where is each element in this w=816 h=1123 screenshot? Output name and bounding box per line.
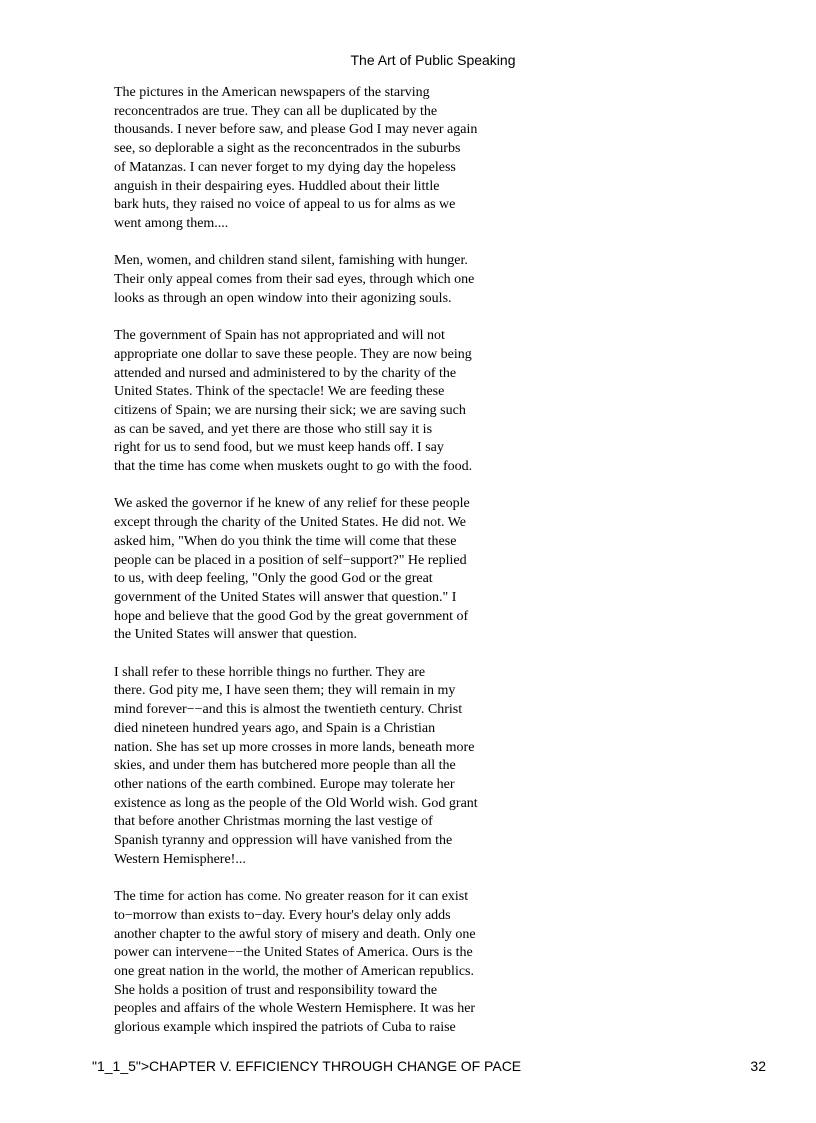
text-line: She holds a position of trust and responsibility toward the [114, 982, 438, 998]
text-line: United States. Think of the spectacle! We are feeding these [114, 384, 445, 400]
text-line: The time for action has come. No greater reason for it can exist [114, 889, 469, 905]
text-line: thousands. I never before saw, and please God I may never again [114, 122, 478, 138]
body-text [114, 84, 534, 1056]
text-line: appropriate one dollar to save these people. They are now being [114, 346, 472, 362]
text-line: that the time has come when muskets ought to go with the food. [114, 459, 473, 475]
text-line: except through the charity of the United States. He did not. We [114, 515, 467, 531]
paragraph [114, 664, 534, 870]
text-line: one great nation in the world, the mother of American republics. [114, 963, 475, 979]
text-line: Western Hemisphere!... [114, 851, 246, 867]
text-line: asked him, "When do you think the time will come that these [114, 533, 457, 549]
text-line: existence as long as the people of the Old World wish. God grant [114, 795, 478, 811]
text-line: citizens of Spain; we are nursing their sick; we are saving such [114, 402, 466, 418]
text-line: glorious example which inspired the patriots of Cuba to raise [114, 1020, 456, 1036]
text-line: attended and nursed and administered to by the charity of the [114, 365, 457, 381]
text-line: The pictures in the American newspapers of the starving [114, 85, 430, 100]
text-line: see, so deplorable a sight as the reconcentrados in the suburbs [114, 141, 461, 157]
text-line: to−morrow than exists to−day. Every hour's delay only adds [114, 907, 451, 923]
text-line: mind forever−−and this is almost the twentieth century. Christ [114, 702, 463, 718]
text-line: looks as through an open window into their agonizing souls. [114, 290, 452, 306]
text-line: other nations of the earth combined. Europe may tolerate her [114, 776, 455, 792]
text-line: I shall refer to these horrible things no further. They are [114, 664, 426, 680]
text-line: right for us to send food, but we must keep hands off. I say [114, 440, 444, 456]
paragraph [114, 327, 534, 477]
text-line: died nineteen hundred years ago, and Spain is a Christian [114, 720, 436, 736]
text-line: reconcentrados are true. They can all be duplicated by the [114, 103, 438, 119]
text-line: skies, and under them has butchered more people than all the [114, 758, 456, 774]
text-line: there. God pity me, I have seen them; they will remain in my [114, 683, 456, 699]
text-line: government of the United States will answer that question." I [114, 589, 457, 605]
text-line: as can be saved, and yet there are those who still say it is [114, 421, 433, 437]
text-line: people can be placed in a position of self−support?" He replied [114, 552, 467, 568]
text-line: another chapter to the awful story of misery and death. Only one [114, 926, 476, 942]
text-line: to us, with deep feeling, "Only the good God or the great [114, 571, 433, 587]
page-number: 32 [750, 1058, 766, 1074]
text-line: the United States will answer that question. [114, 627, 358, 643]
paragraph [114, 888, 534, 1038]
page-header [0, 52, 816, 68]
paragraph [114, 495, 534, 645]
text-line: that before another Christmas morning the last vestige of [114, 814, 433, 830]
text-line: of Matanzas. I can never forget to my dying day the hopeless [114, 159, 456, 175]
page-title: The Art of Public Speaking [350, 52, 516, 68]
text-line: Men, women, and children stand silent, famishing with hunger. [114, 253, 468, 269]
text-line: Spanish tyranny and oppression will have vanished from the [114, 833, 453, 849]
text-line: peoples and affairs of the whole Western Hemisphere. It was her [114, 1001, 476, 1017]
text-line: went among them.... [114, 215, 229, 231]
chapter-title: "1_1_5">CHAPTER V. EFFICIENCY THROUGH CHANGE OF PACE [92, 1058, 522, 1074]
text-line: bark huts, they raised no voice of appeal to us for alms as we [114, 197, 456, 213]
text-line: nation. She has set up more crosses in more lands, beneath more [114, 739, 475, 755]
paragraph [114, 84, 534, 234]
text-line: We asked the governor if he knew of any relief for these people [114, 496, 470, 512]
text-line: Their only appeal comes from their sad eyes, through which one [114, 272, 475, 288]
text-line: hope and believe that the good God by the great government of [114, 608, 469, 624]
text-line: power can intervene−−the United States of America. Ours is the [114, 945, 473, 961]
paragraph [114, 252, 534, 308]
page-footer [92, 1058, 766, 1076]
text-line: The government of Spain has not appropriated and will not [114, 328, 445, 344]
text-line: anguish in their despairing eyes. Huddled about their little [114, 178, 440, 194]
